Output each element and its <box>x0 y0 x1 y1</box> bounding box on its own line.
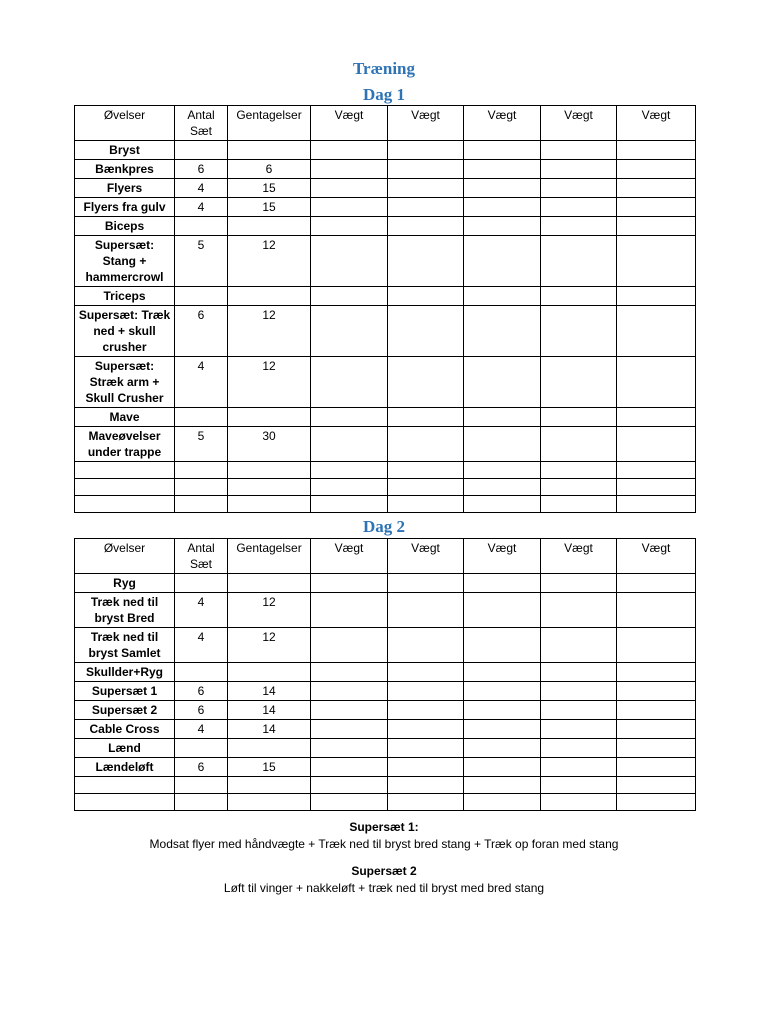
table-row <box>75 141 696 160</box>
weight-cell <box>617 574 696 593</box>
table-row <box>75 574 696 593</box>
weight-cell <box>311 141 388 160</box>
sets-cell: 5 <box>175 236 228 287</box>
table-row <box>75 306 696 357</box>
reps-cell <box>228 479 311 496</box>
weight-cell <box>541 287 617 306</box>
sets-cell: 4 <box>175 357 228 408</box>
sets-cell: 6 <box>175 306 228 357</box>
weight-cell <box>541 701 617 720</box>
weight-cell <box>541 777 617 794</box>
weight-cell <box>311 794 388 811</box>
table-row <box>75 758 696 777</box>
exercise-cell: Triceps <box>75 287 175 306</box>
reps-cell <box>228 287 311 306</box>
weight-cell <box>541 739 617 758</box>
exercise-cell: Flyers fra gulv <box>75 198 175 217</box>
weight-cell <box>464 141 541 160</box>
reps-cell <box>228 777 311 794</box>
weight-cell <box>617 739 696 758</box>
weight-cell <box>311 287 388 306</box>
sets-cell: 4 <box>175 179 228 198</box>
sets-cell <box>175 574 228 593</box>
weight-cell <box>617 496 696 513</box>
sets-cell: 4 <box>175 593 228 628</box>
reps-cell: 12 <box>228 628 311 663</box>
weight-cell <box>541 462 617 479</box>
weight-cell <box>311 628 388 663</box>
column-header-reps: Gentagelser <box>228 106 311 141</box>
sets-cell <box>175 739 228 758</box>
weight-cell <box>311 306 388 357</box>
weight-cell <box>311 236 388 287</box>
column-header-weight: Vægt <box>464 539 541 574</box>
weight-cell <box>388 794 464 811</box>
weight-cell <box>464 479 541 496</box>
weight-cell <box>541 357 617 408</box>
reps-cell: 15 <box>228 179 311 198</box>
weight-cell <box>617 701 696 720</box>
sets-cell: 6 <box>175 160 228 179</box>
weight-cell <box>617 462 696 479</box>
column-header-exercises: Øvelser <box>75 106 175 141</box>
day1-header-row <box>75 106 696 141</box>
table-row <box>75 720 696 739</box>
column-header-weight: Vægt <box>311 106 388 141</box>
table-row <box>75 479 696 496</box>
reps-cell <box>228 462 311 479</box>
weight-cell <box>311 758 388 777</box>
exercise-cell: Supersæt 2 <box>75 701 175 720</box>
reps-cell: 14 <box>228 701 311 720</box>
weight-cell <box>388 496 464 513</box>
weight-cell <box>388 217 464 236</box>
weight-cell <box>311 462 388 479</box>
reps-cell: 14 <box>228 682 311 701</box>
exercise-cell: Flyers <box>75 179 175 198</box>
superset2-title: Supersæt 2 <box>351 864 417 878</box>
weight-cell <box>464 663 541 682</box>
exercise-cell: Træk ned til bryst Samlet <box>75 628 175 663</box>
weight-cell <box>464 427 541 462</box>
weight-cell <box>617 408 696 427</box>
sets-cell <box>175 663 228 682</box>
superset1-title: Supersæt 1: <box>349 820 419 834</box>
exercise-cell <box>75 479 175 496</box>
weight-cell <box>388 236 464 287</box>
weight-cell <box>617 720 696 739</box>
exercise-cell: Mave <box>75 408 175 427</box>
weight-cell <box>464 462 541 479</box>
table-row <box>75 739 696 758</box>
table-row <box>75 179 696 198</box>
weight-cell <box>464 217 541 236</box>
weight-cell <box>541 427 617 462</box>
weight-cell <box>541 720 617 739</box>
weight-cell <box>311 427 388 462</box>
weight-cell <box>541 236 617 287</box>
weight-cell <box>541 198 617 217</box>
weight-cell <box>617 179 696 198</box>
weight-cell <box>464 777 541 794</box>
weight-cell <box>388 408 464 427</box>
column-header-weight: Vægt <box>617 539 696 574</box>
weight-cell <box>388 682 464 701</box>
column-header-weight: Vægt <box>388 539 464 574</box>
column-header-reps: Gentagelser <box>228 539 311 574</box>
weight-cell <box>541 663 617 682</box>
reps-cell: 12 <box>228 306 311 357</box>
weight-cell <box>541 179 617 198</box>
reps-cell <box>228 794 311 811</box>
reps-cell <box>228 574 311 593</box>
exercise-cell: Lændeløft <box>75 758 175 777</box>
day2-header-row <box>75 539 696 574</box>
weight-cell <box>311 593 388 628</box>
weight-cell <box>541 141 617 160</box>
column-header-weight: Vægt <box>464 106 541 141</box>
sets-cell <box>175 496 228 513</box>
column-header-weight: Vægt <box>541 106 617 141</box>
superset1-text: Modsat flyer med håndvægte + Træk ned til bryst bred stang + Træk op foran med stang <box>149 837 619 851</box>
sets-cell <box>175 462 228 479</box>
weight-cell <box>388 479 464 496</box>
weight-cell <box>388 141 464 160</box>
weight-cell <box>388 462 464 479</box>
sets-cell: 4 <box>175 720 228 739</box>
exercise-cell: Træk ned til bryst Bred <box>75 593 175 628</box>
column-header-weight: Vægt <box>311 539 388 574</box>
weight-cell <box>311 701 388 720</box>
weight-cell <box>617 427 696 462</box>
column-header-weight: Vægt <box>388 106 464 141</box>
day1-title: Dag 1 <box>362 85 406 104</box>
weight-cell <box>311 357 388 408</box>
weight-cell <box>464 720 541 739</box>
weight-cell <box>617 628 696 663</box>
day1-table <box>74 105 696 513</box>
weight-cell <box>388 574 464 593</box>
weight-cell <box>388 306 464 357</box>
weight-cell <box>617 758 696 777</box>
table-row <box>75 777 696 794</box>
table-row <box>75 628 696 663</box>
column-header-weight: Vægt <box>541 539 617 574</box>
sets-cell: 6 <box>175 758 228 777</box>
weight-cell <box>617 160 696 179</box>
table-row <box>75 663 696 682</box>
exercise-cell: Skullder+Ryg <box>75 663 175 682</box>
column-header-sets: Antal Sæt <box>175 106 228 141</box>
weight-cell <box>311 777 388 794</box>
table-row <box>75 794 696 811</box>
weight-cell <box>311 496 388 513</box>
sets-cell <box>175 141 228 160</box>
weight-cell <box>311 663 388 682</box>
exercise-cell: Maveøvelser under trappe <box>75 427 175 462</box>
table-row <box>75 682 696 701</box>
weight-cell <box>311 198 388 217</box>
weight-cell <box>541 306 617 357</box>
weight-cell <box>388 427 464 462</box>
reps-cell: 12 <box>228 593 311 628</box>
weight-cell <box>464 236 541 287</box>
weight-cell <box>541 408 617 427</box>
table-row <box>75 496 696 513</box>
weight-cell <box>617 593 696 628</box>
reps-cell: 12 <box>228 357 311 408</box>
table-row <box>75 217 696 236</box>
weight-cell <box>464 357 541 408</box>
weight-cell <box>311 217 388 236</box>
weight-cell <box>541 217 617 236</box>
exercise-cell: Bryst <box>75 141 175 160</box>
table-row <box>75 287 696 306</box>
exercise-cell: Supersæt: Træk ned + skull crusher <box>75 306 175 357</box>
sets-cell <box>175 794 228 811</box>
weight-cell <box>388 179 464 198</box>
column-header-exercises: Øvelser <box>75 539 175 574</box>
weight-cell <box>464 593 541 628</box>
reps-cell: 12 <box>228 236 311 287</box>
weight-cell <box>388 701 464 720</box>
weight-cell <box>464 408 541 427</box>
reps-cell: 14 <box>228 720 311 739</box>
weight-cell <box>617 236 696 287</box>
sets-cell <box>175 479 228 496</box>
exercise-cell: Cable Cross <box>75 720 175 739</box>
weight-cell <box>388 628 464 663</box>
sets-cell <box>175 217 228 236</box>
weight-cell <box>311 720 388 739</box>
table-row <box>75 462 696 479</box>
weight-cell <box>311 479 388 496</box>
weight-cell <box>541 593 617 628</box>
weight-cell <box>311 682 388 701</box>
weight-cell <box>464 160 541 179</box>
weight-cell <box>388 758 464 777</box>
weight-cell <box>617 357 696 408</box>
reps-cell: 15 <box>228 198 311 217</box>
weight-cell <box>388 198 464 217</box>
sets-cell <box>175 287 228 306</box>
weight-cell <box>464 758 541 777</box>
weight-cell <box>464 701 541 720</box>
reps-cell: 15 <box>228 758 311 777</box>
weight-cell <box>388 357 464 408</box>
exercise-cell: Supersæt 1 <box>75 682 175 701</box>
table-row <box>75 701 696 720</box>
column-header-sets: Antal Sæt <box>175 539 228 574</box>
exercise-cell: Bænkpres <box>75 160 175 179</box>
weight-cell <box>617 479 696 496</box>
weight-cell <box>388 777 464 794</box>
exercise-cell: Lænd <box>75 739 175 758</box>
exercise-cell <box>75 794 175 811</box>
table-row <box>75 408 696 427</box>
weight-cell <box>464 628 541 663</box>
weight-cell <box>617 141 696 160</box>
superset2-text: Løft til vinger + nakkeløft + træk ned til bryst med bred stang <box>223 881 545 895</box>
reps-cell <box>228 141 311 160</box>
weight-cell <box>541 160 617 179</box>
weight-cell <box>464 179 541 198</box>
exercise-cell: Supersæt: Stræk arm + Skull Crusher <box>75 357 175 408</box>
reps-cell <box>228 496 311 513</box>
reps-cell: 30 <box>228 427 311 462</box>
weight-cell <box>388 593 464 628</box>
exercise-cell <box>75 462 175 479</box>
table-row <box>75 593 696 628</box>
weight-cell <box>464 496 541 513</box>
table-row <box>75 236 696 287</box>
weight-cell <box>311 574 388 593</box>
sets-cell <box>175 777 228 794</box>
weight-cell <box>311 739 388 758</box>
weight-cell <box>541 628 617 663</box>
weight-cell <box>617 217 696 236</box>
reps-cell <box>228 408 311 427</box>
weight-cell <box>311 408 388 427</box>
weight-cell <box>541 682 617 701</box>
weight-cell <box>617 287 696 306</box>
weight-cell <box>464 739 541 758</box>
exercise-cell <box>75 496 175 513</box>
exercise-cell: Ryg <box>75 574 175 593</box>
weight-cell <box>617 198 696 217</box>
page-title: Træning <box>352 59 416 78</box>
sets-cell: 6 <box>175 682 228 701</box>
weight-cell <box>311 160 388 179</box>
weight-cell <box>388 720 464 739</box>
table-row <box>75 160 696 179</box>
exercise-cell: Supersæt: Stang + hammercrowl <box>75 236 175 287</box>
reps-cell: 6 <box>228 160 311 179</box>
weight-cell <box>388 160 464 179</box>
weight-cell <box>464 682 541 701</box>
weight-cell <box>464 794 541 811</box>
reps-cell <box>228 663 311 682</box>
table-row <box>75 427 696 462</box>
exercise-cell <box>75 777 175 794</box>
reps-cell <box>228 739 311 758</box>
sets-cell: 4 <box>175 628 228 663</box>
weight-cell <box>617 306 696 357</box>
sets-cell: 5 <box>175 427 228 462</box>
day2-title: Dag 2 <box>362 517 406 536</box>
weight-cell <box>464 574 541 593</box>
weight-cell <box>541 496 617 513</box>
weight-cell <box>311 179 388 198</box>
reps-cell <box>228 217 311 236</box>
sets-cell: 4 <box>175 198 228 217</box>
weight-cell <box>541 574 617 593</box>
weight-cell <box>388 287 464 306</box>
day2-table <box>74 538 696 811</box>
weight-cell <box>617 682 696 701</box>
weight-cell <box>464 306 541 357</box>
weight-cell <box>541 758 617 777</box>
table-row <box>75 357 696 408</box>
table-row <box>75 198 696 217</box>
weight-cell <box>541 479 617 496</box>
exercise-cell: Biceps <box>75 217 175 236</box>
weight-cell <box>464 198 541 217</box>
sets-cell <box>175 408 228 427</box>
weight-cell <box>388 739 464 758</box>
sets-cell: 6 <box>175 701 228 720</box>
weight-cell <box>464 287 541 306</box>
weight-cell <box>388 663 464 682</box>
weight-cell <box>541 794 617 811</box>
weight-cell <box>617 663 696 682</box>
column-header-weight: Vægt <box>617 106 696 141</box>
weight-cell <box>617 794 696 811</box>
weight-cell <box>617 777 696 794</box>
